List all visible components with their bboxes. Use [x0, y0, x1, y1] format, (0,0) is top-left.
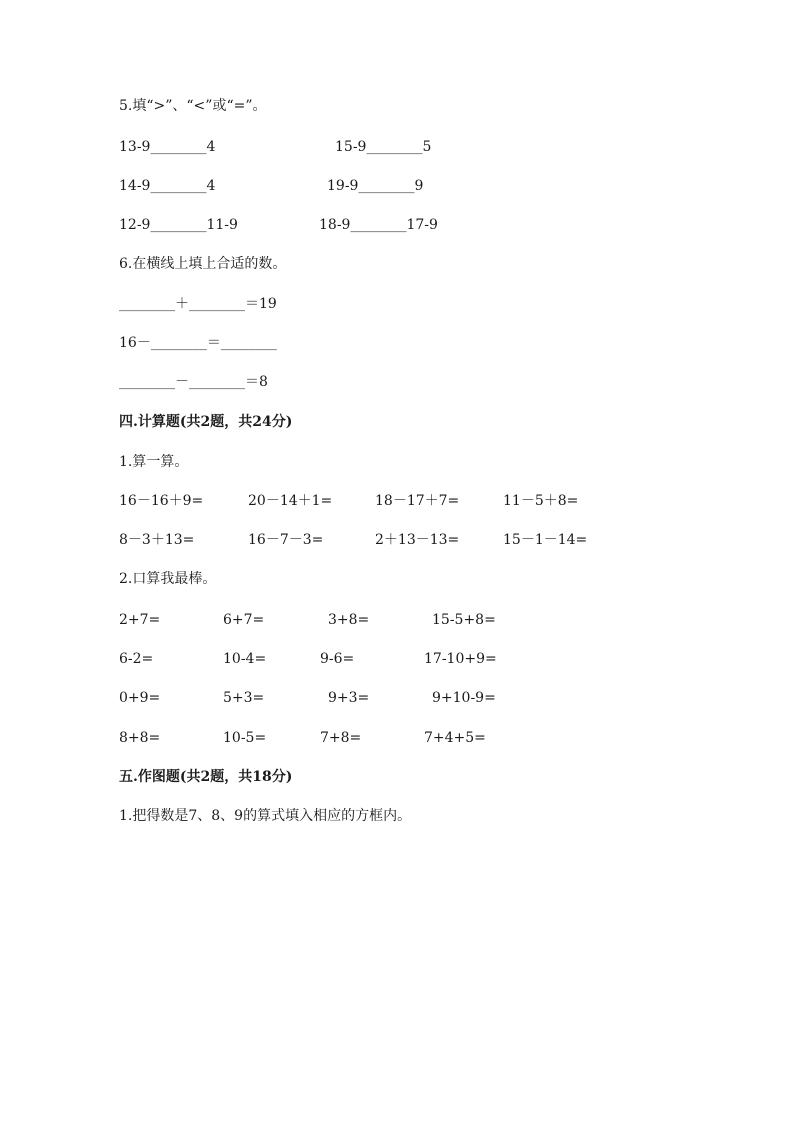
expression: 9+10-9= — [432, 690, 496, 706]
q5-item: 19-9________9 — [327, 178, 424, 194]
q5-item: 14-9________4 — [119, 178, 216, 194]
expression: 20－14＋1= — [248, 493, 333, 509]
expression: 6+7= — [223, 612, 265, 628]
expression: 15－1－14= — [503, 532, 588, 548]
q6-item: ________－________＝8 — [119, 374, 268, 390]
expression: 16－7－3= — [248, 532, 324, 548]
problem-heading: 1.把得数是7、8、9的算式填入相应的方框内。 — [119, 808, 412, 824]
expression: 16－16＋9= — [119, 493, 204, 509]
q6-heading: 6.在横线上填上合适的数。 — [119, 256, 287, 272]
expression: 3+8= — [328, 612, 370, 628]
expression: 10-5= — [223, 730, 267, 746]
expression: 2＋13－13= — [375, 532, 460, 548]
expression: 2+7= — [119, 612, 161, 628]
q5-heading: 5.填“>”、“<”或“=”。 — [119, 98, 267, 114]
problem-heading: 1.算一算。 — [119, 454, 189, 470]
expression: 18－17＋7= — [375, 493, 460, 509]
q5-item: 15-9________5 — [335, 139, 432, 155]
expression: 7+8= — [320, 730, 362, 746]
expression: 5+3= — [223, 690, 265, 706]
q5-item: 18-9________17-9 — [319, 217, 438, 233]
expression: 9+3= — [328, 690, 370, 706]
q5-item: 13-9________4 — [119, 139, 216, 155]
section-title: 四.计算题(共2题，共24分) — [119, 414, 293, 430]
expression: 8+8= — [119, 730, 161, 746]
q6-item: 16－________＝________ — [119, 335, 277, 351]
expression: 11－5＋8= — [503, 493, 579, 509]
expression: 0+9= — [119, 690, 161, 706]
expression: 7+4+5= — [424, 730, 486, 746]
expression: 6-2= — [119, 651, 154, 667]
expression: 10-4= — [223, 651, 267, 667]
problem-heading: 2.口算我最棒。 — [119, 571, 217, 587]
expression: 15-5+8= — [432, 612, 496, 628]
expression: 17-10+9= — [424, 651, 497, 667]
section-title: 五.作图题(共2题，共18分) — [119, 769, 293, 785]
expression: 8－3＋13= — [119, 532, 195, 548]
q5-item: 12-9________11-9 — [119, 217, 238, 233]
q6-item: ________＋________＝19 — [119, 296, 277, 312]
expression: 9-6= — [320, 651, 355, 667]
